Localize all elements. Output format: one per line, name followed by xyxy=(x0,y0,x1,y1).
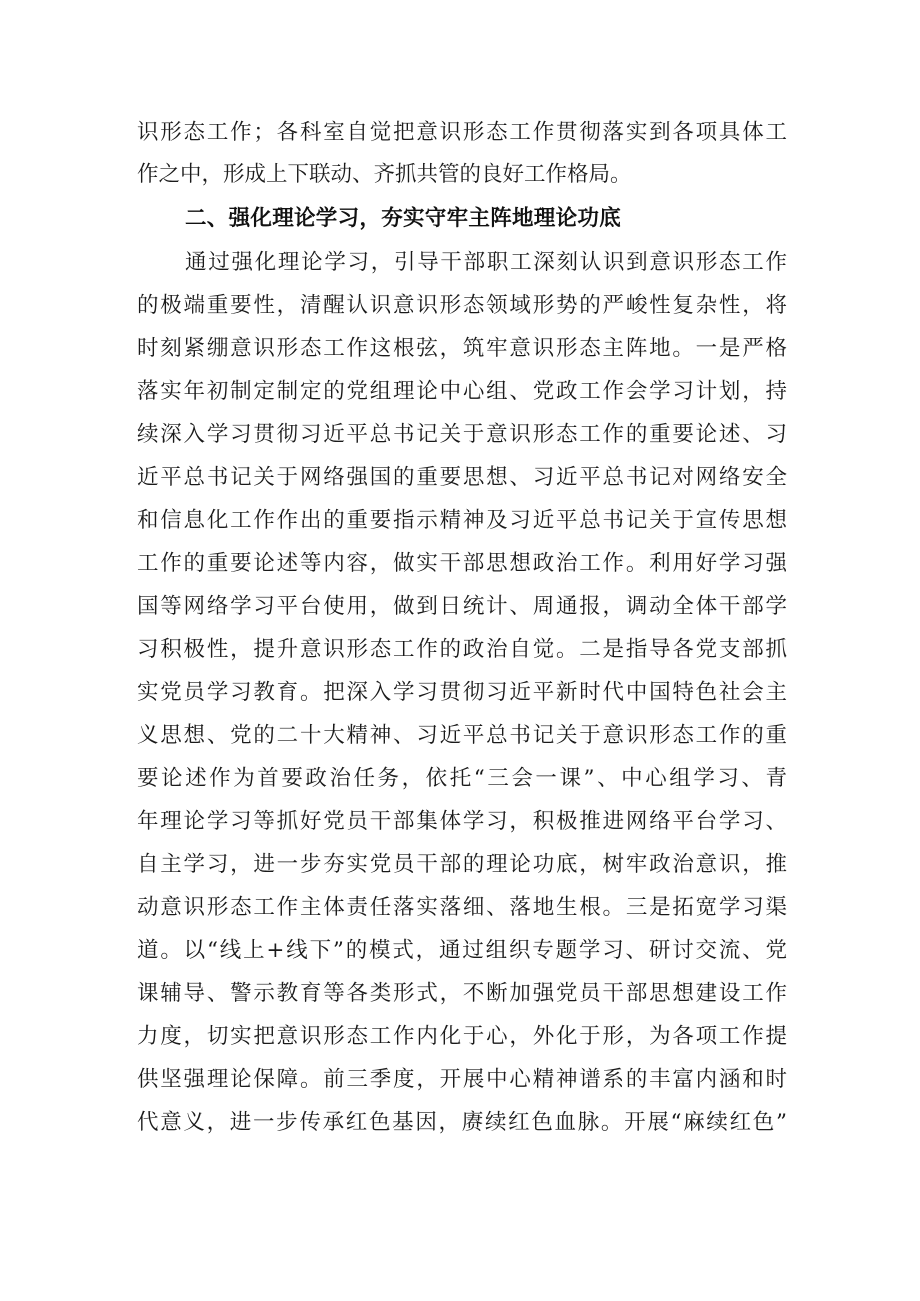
body-line-18: 课辅导、警示教育等各类形式，不断加强党员干部思想建设工作 xyxy=(137,981,787,1006)
body-line-14: 年理论学习等抓好党员干部集体学习，积极推进网络平台学习、 xyxy=(137,809,787,834)
body-line-9: 国等网络学习平台使用，做到日统计、周通报，调动全体干部学 xyxy=(137,594,787,619)
body-line-1: 通过强化理论学习，引导干部职工深刻认识到意识形态工作 xyxy=(185,250,787,275)
section-heading: 二、强化理论学习，夯实守牢主阵地理论功底 xyxy=(185,206,622,231)
body-line-20: 供坚强理论保障。前三季度，开展中心精神谱系的丰富内涵和时 xyxy=(137,1067,787,1092)
body-line-17: 道。以“线上+线下”的模式，通过组织专题学习、研讨交流、党 xyxy=(137,938,787,963)
body-line-13: 要论述作为首要政治任务，依托“三会一课”、中心组学习、青 xyxy=(137,766,787,791)
body-line-2: 的极端重要性，清醒认识意识形态领域形势的严峻性复杂性，将 xyxy=(137,293,787,318)
body-line-19: 力度，切实把意识形态工作内化于心，外化于形，为各项工作提 xyxy=(137,1024,787,1049)
body-line-21: 代意义，进一步传承红色基因，赓续红色血脉。开展“麻续红色” xyxy=(137,1110,787,1135)
body-line-7: 和信息化工作作出的重要指示精神及习近平总书记关于宣传思想 xyxy=(137,508,787,533)
body-line-6: 近平总书记关于网络强国的重要思想、习近平总书记对网络安全 xyxy=(137,465,787,490)
body-line-11: 实党员学习教育。把深入学习贯彻习近平新时代中国特色社会主 xyxy=(137,680,787,705)
body-line-3: 时刻紧绷意识形态工作这根弦，筑牢意识形态主阵地。一是严格 xyxy=(137,336,787,361)
intro-line-1: 识形态工作；各科室自觉把意识形态工作贯彻落实到各项具体工 xyxy=(137,120,787,145)
body-line-10: 习积极性，提升意识形态工作的政治自觉。二是指导各党支部抓 xyxy=(137,637,787,662)
body-line-12: 义思想、党的二十大精神、习近平总书记关于意识形态工作的重 xyxy=(137,723,787,748)
intro-line-2: 作之中，形成上下联动、齐抓共管的良好工作格局。 xyxy=(137,162,632,187)
body-line-5: 续深入学习贯彻习近平总书记关于意识形态工作的重要论述、习 xyxy=(137,422,787,447)
body-line-8: 工作的重要论述等内容，做实干部思想政治工作。利用好学习强 xyxy=(137,551,787,576)
body-line-4: 落实年初制定制定的党组理论中心组、党政工作会学习计划，持 xyxy=(137,379,787,404)
body-line-16: 动意识形态工作主体责任落实落细、落地生根。三是拓宽学习渠 xyxy=(137,895,787,920)
body-line-15: 自主学习，进一步夯实党员干部的理论功底，树牢政治意识，推 xyxy=(137,852,787,877)
